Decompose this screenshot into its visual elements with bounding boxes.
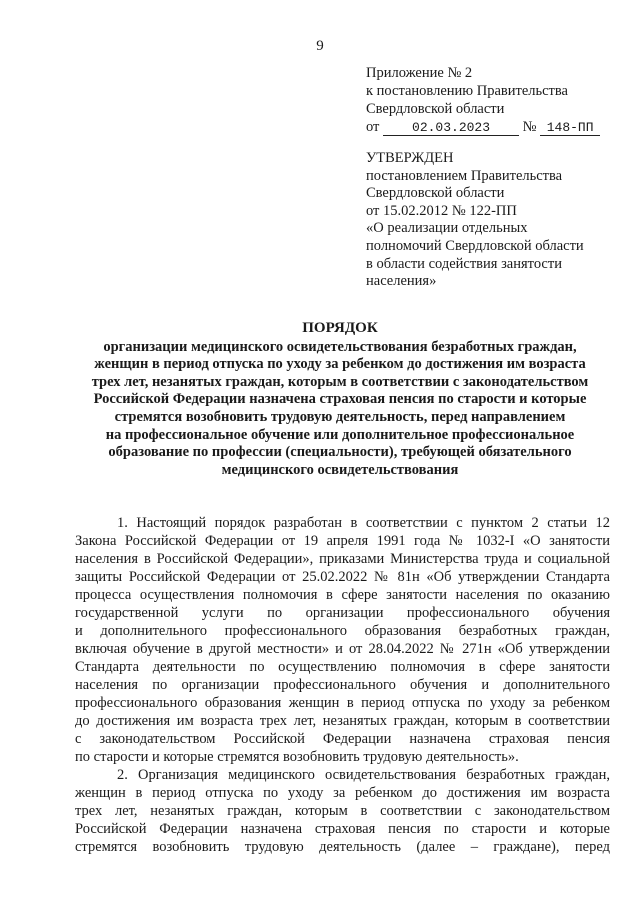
appendix-date-number-line bbox=[366, 118, 626, 136]
approval-line: населения» bbox=[366, 273, 437, 290]
number-field: 148-ПП bbox=[540, 120, 600, 136]
date-prefix: от bbox=[366, 119, 380, 135]
number-prefix: № bbox=[522, 119, 537, 135]
appendix-block bbox=[366, 64, 626, 136]
body-line: 2. Организация медицинского освидетельствования безработных граждан, bbox=[117, 767, 610, 783]
approval-line: от 15.02.2012 № 122-ПП bbox=[366, 202, 517, 219]
document-title: ПОРЯДОК bbox=[302, 320, 378, 336]
approval-line: полномочий Свердловской области bbox=[366, 237, 584, 254]
body-line: процесса осуществления полномочия в сфере занятости населения по оказанию bbox=[75, 587, 610, 603]
body-line: и дополнительного профессионального образования безработных граждан, bbox=[75, 623, 610, 639]
heading-line: Российской Федерации назначена страховая пенсия по старости и которые bbox=[93, 391, 587, 408]
appendix-resolution-line: к постановлению Правительства bbox=[366, 83, 568, 99]
body-line: включая обучение в другой местности» и от 28.04.2022 № 271н «Об утверждении bbox=[75, 641, 610, 657]
approval-line: постановлением Правительства bbox=[366, 167, 563, 184]
heading-line: медицинского освидетельствования bbox=[221, 461, 459, 478]
heading-line: трех лет, незанятых граждан, которым в соответствии с законодательством bbox=[91, 373, 589, 390]
body-line: Российской Федерации назначена страховая пенсия по старости и которые bbox=[75, 821, 610, 837]
body-line: с законодательством Российской Федерации назначена страховая пенсия bbox=[75, 731, 610, 747]
page-number: 9 bbox=[316, 38, 324, 54]
approval-block bbox=[366, 150, 626, 291]
document-body bbox=[75, 514, 610, 856]
body-line: стремятся возобновить трудовую деятельность (далее – граждане), перед bbox=[75, 839, 610, 855]
paragraph-2 bbox=[75, 766, 610, 856]
date-field: 02.03.2023 bbox=[383, 120, 519, 136]
document-heading bbox=[40, 320, 640, 479]
body-line: до достижения им возраста трех лет, незанятых граждан, которым в соответствии bbox=[75, 713, 610, 729]
heading-line: стремятся возобновить трудовую деятельность, перед направлением bbox=[114, 408, 566, 425]
body-line: защиты Российской Федерации от 25.02.2022 № 81н «Об утверждении Стандарта bbox=[75, 569, 610, 585]
body-line: профессионального образования женщин в период отпуска по уходу за ребенком bbox=[75, 695, 610, 711]
heading-line: на профессиональное обучение или дополнительное профессиональное bbox=[105, 426, 575, 443]
paragraph-1 bbox=[75, 514, 610, 766]
body-line: трех лет, незанятых граждан, которым в соответствии с законодательством bbox=[75, 803, 610, 819]
heading-line: организации медицинского освидетельствования безработных граждан, bbox=[103, 338, 577, 355]
body-line: государственной услуги по организации профессионального обучения bbox=[75, 605, 610, 621]
heading-line: женщин в период отпуска по уходу за ребенком до достижения им возраста bbox=[94, 356, 586, 373]
body-line: Закона Российской Федерации от 19 апреля 1991 года № 1032-I «О занятости bbox=[75, 533, 610, 549]
body-line: Стандарта деятельности по осуществлению полномочия в сфере занятости bbox=[75, 659, 610, 675]
body-line: населения по организации профессионального обучения и дополнительного bbox=[75, 677, 610, 693]
appendix-region-line: Свердловской области bbox=[366, 101, 505, 117]
body-line: женщин в период отпуска по уходу за ребенком до достижения им возраста bbox=[75, 785, 610, 801]
body-line: 1. Настоящий порядок разработан в соответствии с пунктом 2 статьи 12 bbox=[117, 515, 610, 531]
approval-line: в области содействия занятости bbox=[366, 255, 562, 272]
appendix-title: Приложение № 2 bbox=[366, 65, 473, 81]
approval-line: «О реализации отдельных bbox=[366, 220, 528, 237]
body-line: по старости и которые стремятся возобновить трудовую деятельность». bbox=[75, 749, 519, 765]
approval-line: Свердловской области bbox=[366, 185, 505, 202]
body-line: населения в Российской Федерации», приказами Министерства труда и социальной bbox=[75, 551, 610, 567]
heading-line: образование по профессии (специальности), требующей обязательного bbox=[108, 444, 572, 461]
approval-line: УТВЕРЖДЕН bbox=[366, 150, 454, 166]
